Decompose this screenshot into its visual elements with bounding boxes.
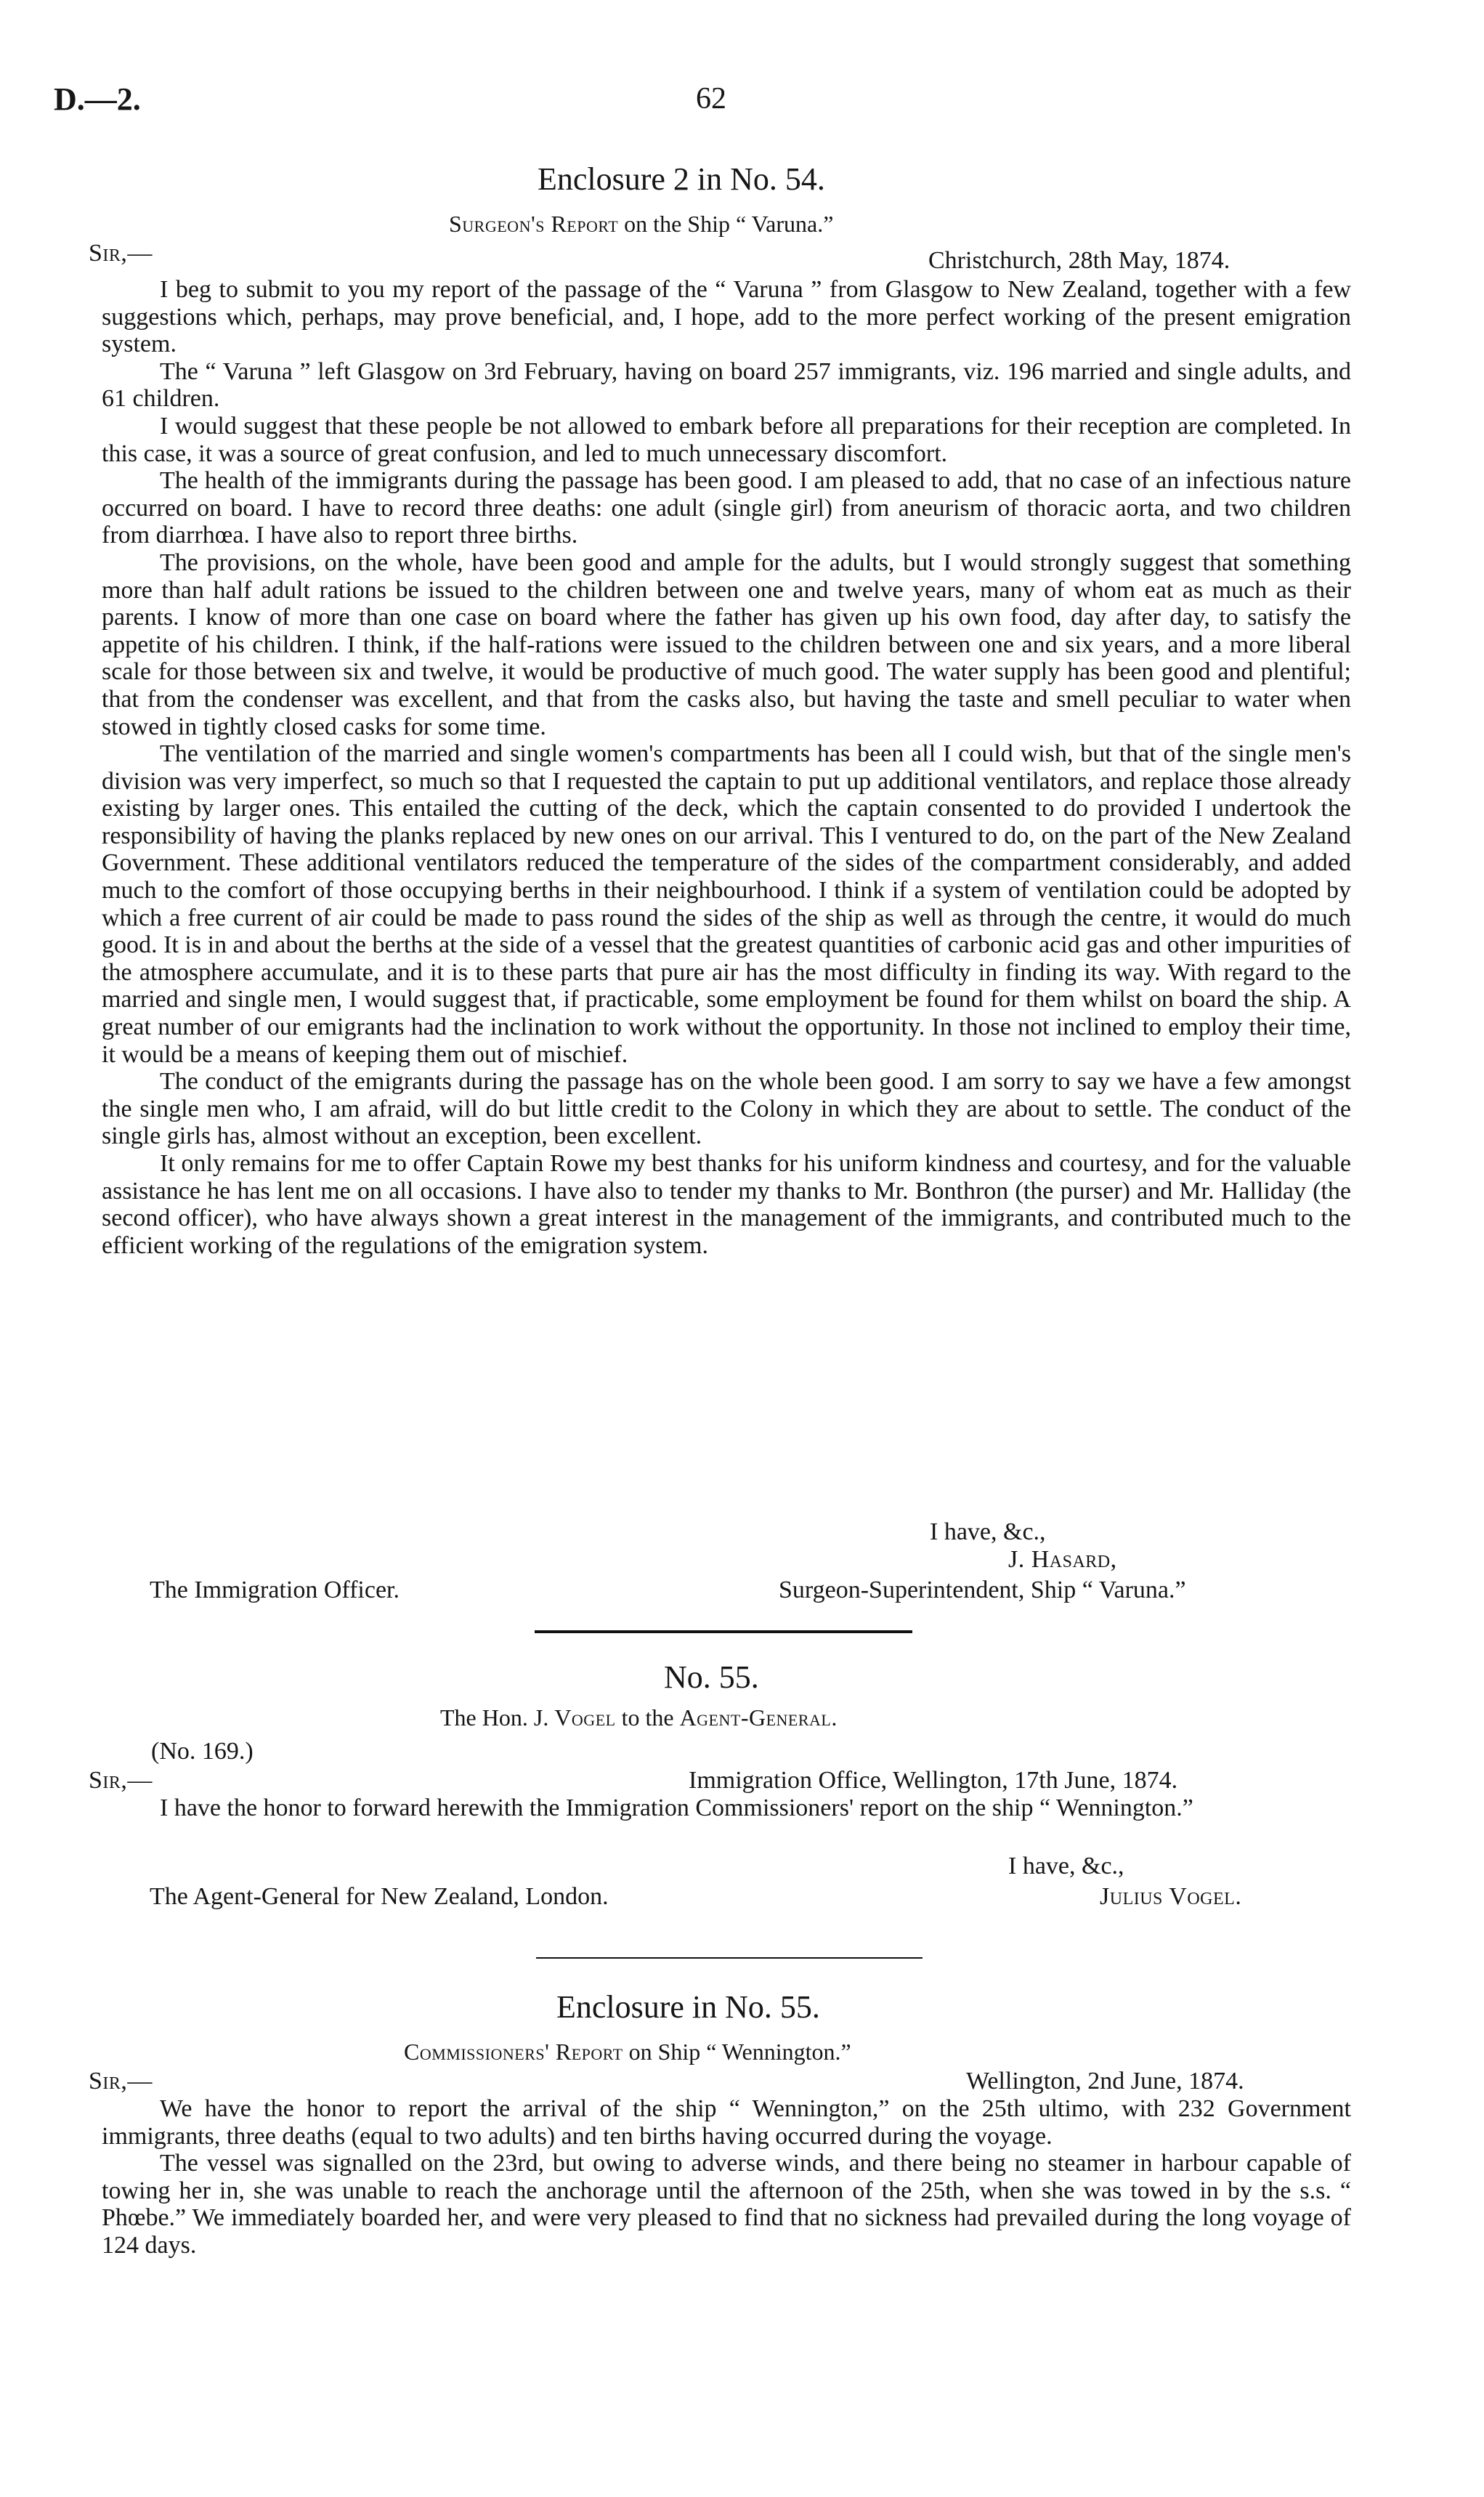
letter-body [102,1794,1351,1822]
closing: I have, &c., [930,1518,1046,1545]
section-subtitle [449,211,833,238]
paragraph: I have the honor to forward herewith the Immigration Commissioners' report on the ship “ Wennington.” [160,1794,1193,1821]
paragraph: The conduct of the emigrants during the passage has on the whole been good. I am sorry to say we have a few amongst the single men who, I am afraid, will do but little credit to the Colony in which they are about to settle. The conduct of the single girls has, almost without an exception, been excellent. [102,1068,1351,1150]
place-date: Christchurch, 28th May, 1874. [928,247,1230,274]
subtitle-caps: Surgeon's Report [449,211,619,237]
letter-reference: (No. 169.) [151,1738,254,1765]
subtitle-caps: Agent-General. [679,1704,838,1731]
signer-title: Surgeon-Superintendent, Ship “ Varuna.” [779,1577,1186,1603]
subtitle-text: on the Ship “ Varuna.” [624,211,834,237]
section-subtitle [404,2039,851,2066]
paragraph: The “ Varuna ” left Glasgow on 3rd February, having on board 257 immigrants, viz. 196 married and single adults, and 61 children. [102,357,1351,413]
paragraph: I would suggest that these people be not allowed to embark before all preparations for their reception are completed. In this case, it was a source of great confusion, and led to much unnecessary discomfort. [102,412,1351,467]
place-date: Wellington, 2nd June, 1874. [966,2068,1244,2095]
paragraph: The health of the immigrants during the passage has been good. I am pleased to add, that no case of an infectious nature occurred on board. I have to record three deaths: one adult (single girl) from aneurism of thoracic aorta, and two children from diarrhœa. I have also to report three births. [102,467,1351,549]
salutation: Sir,— [89,1767,153,1794]
place-date: Immigration Office, Wellington, 17th June, 1874. [689,1767,1178,1794]
paragraph: It only remains for me to offer Captain Rowe my best thanks for his uniform kindness and courtesy, and for the valuable assistance he has lent me on all occasions. I have also to tender my thanks to Mr. Bonthron (the purser) and Mr. Halliday (the second officer), who have always shown a great interest in the management of the immigrants, and contributed much to the efficient working of the regulations of the emigration system. [102,1150,1351,1259]
section-divider [535,1630,912,1633]
paragraph: The ventilation of the married and single women's compartments has been all I could wish, but that of the single men's division was very imperfect, so much so that I requested the captain to put up additional ventilators, and replace those already existing by larger ones. This entailed the cutting of the deck, which the captain consented to do provided I undertook the responsibility of having the planks replaced by new ones on our arrival. This I ventured to do, on the part of the New Zealand Government. These additional ventilators reduced the temperature of the sides of the compartment considerably, and added much to the comfort of those occupying berths in their neighbourhood. I think if a system of ventilation could be adopted by which a free current of air could be made to pass round the sides of the ship as well as through the centre, it would do much good. It is in and about the berths at the side of a vessel that the greatest quantities of carbonic acid gas and other impurities of the atmosphere accumulate, and it is to these parts that pure air has the most difficulty in finding its way. With regard to the married and single men, I would suggest that, if practicable, some employment be found for them whilst on board the ship. A great number of our emigrants had the inclination to work without the opportunity. In those not inclined to employ their time, it would be a means of keeping them out of mischief. [102,740,1351,1068]
paragraph: We have the honor to report the arrival of the ship “ Wennington,” on the 25th ultimo, with 232 Government immigrants, three deaths (equal to two adults) and ten births having occurred during the voyage. [102,2095,1351,2150]
page-number: 62 [696,82,726,116]
document-reference: D.—2. [54,81,141,117]
signer-name: Julius Vogel. [1100,1883,1242,1910]
paragraph: I beg to submit to you my report of the passage of the “ Varuna ” from Glasgow to New Zealand, together with a few suggestions which, perhaps, may prove beneficial, and, I hope, add to the more perfect working of the present emigration system. [102,276,1351,358]
section-title: Enclosure in No. 55. [556,1989,820,2025]
subtitle-caps: Vogel [554,1704,616,1731]
paragraph: The provisions, on the whole, have been good and ample for the adults, but I would strongly suggest that something more than half adult rations be issued to the children between one and twelve years, many of whom eat as much as their parents. I know of more than one case on board where the father has given up his own food, day after day, to satisfy the appetite of his children. I think, if the half-rations were issued to the children between one and six years, and a more liberal scale for those between six and twelve, it would be productive of much good. The water supply has been good and plentiful; that from the condenser was excellent, and that from the casks also, but having the taste and smell peculiar to water when stowed in tightly closed casks for some time. [102,549,1351,740]
salutation: Sir,— [89,2068,153,2095]
section-title: Enclosure 2 in No. 54. [538,161,825,197]
closing: I have, &c., [1008,1853,1124,1879]
subtitle-caps: Commissioners' Report [404,2039,623,2065]
section-title: No. 55. [664,1659,759,1695]
subtitle-text: The Hon. J. [440,1704,549,1731]
subtitle-text: to the [621,1704,674,1731]
subtitle-text: on Ship “ Wennington.” [628,2039,851,2065]
signer-name: J. Hasard, [1008,1546,1117,1573]
section-divider [536,1957,923,1959]
addressee: The Agent-General for New Zealand, London. [150,1883,609,1910]
paragraph: The vessel was signalled on the 23rd, but owing to adverse winds, and there being no steamer in harbour capable of towing her in, she was unable to reach the anchorage until the afternoon of the 25th, when she was towed in by the s.s. “ Phœbe.” We immediately boarded her, and were very pleased to find that no sickness had prevailed during the long voyage of 124 days. [102,2150,1351,2259]
salutation: Sir,— [89,240,153,267]
addressee: The Immigration Officer. [150,1577,400,1603]
section-subtitle [440,1704,838,1732]
letter-body [102,2095,1351,2259]
letter-body [102,276,1351,1259]
